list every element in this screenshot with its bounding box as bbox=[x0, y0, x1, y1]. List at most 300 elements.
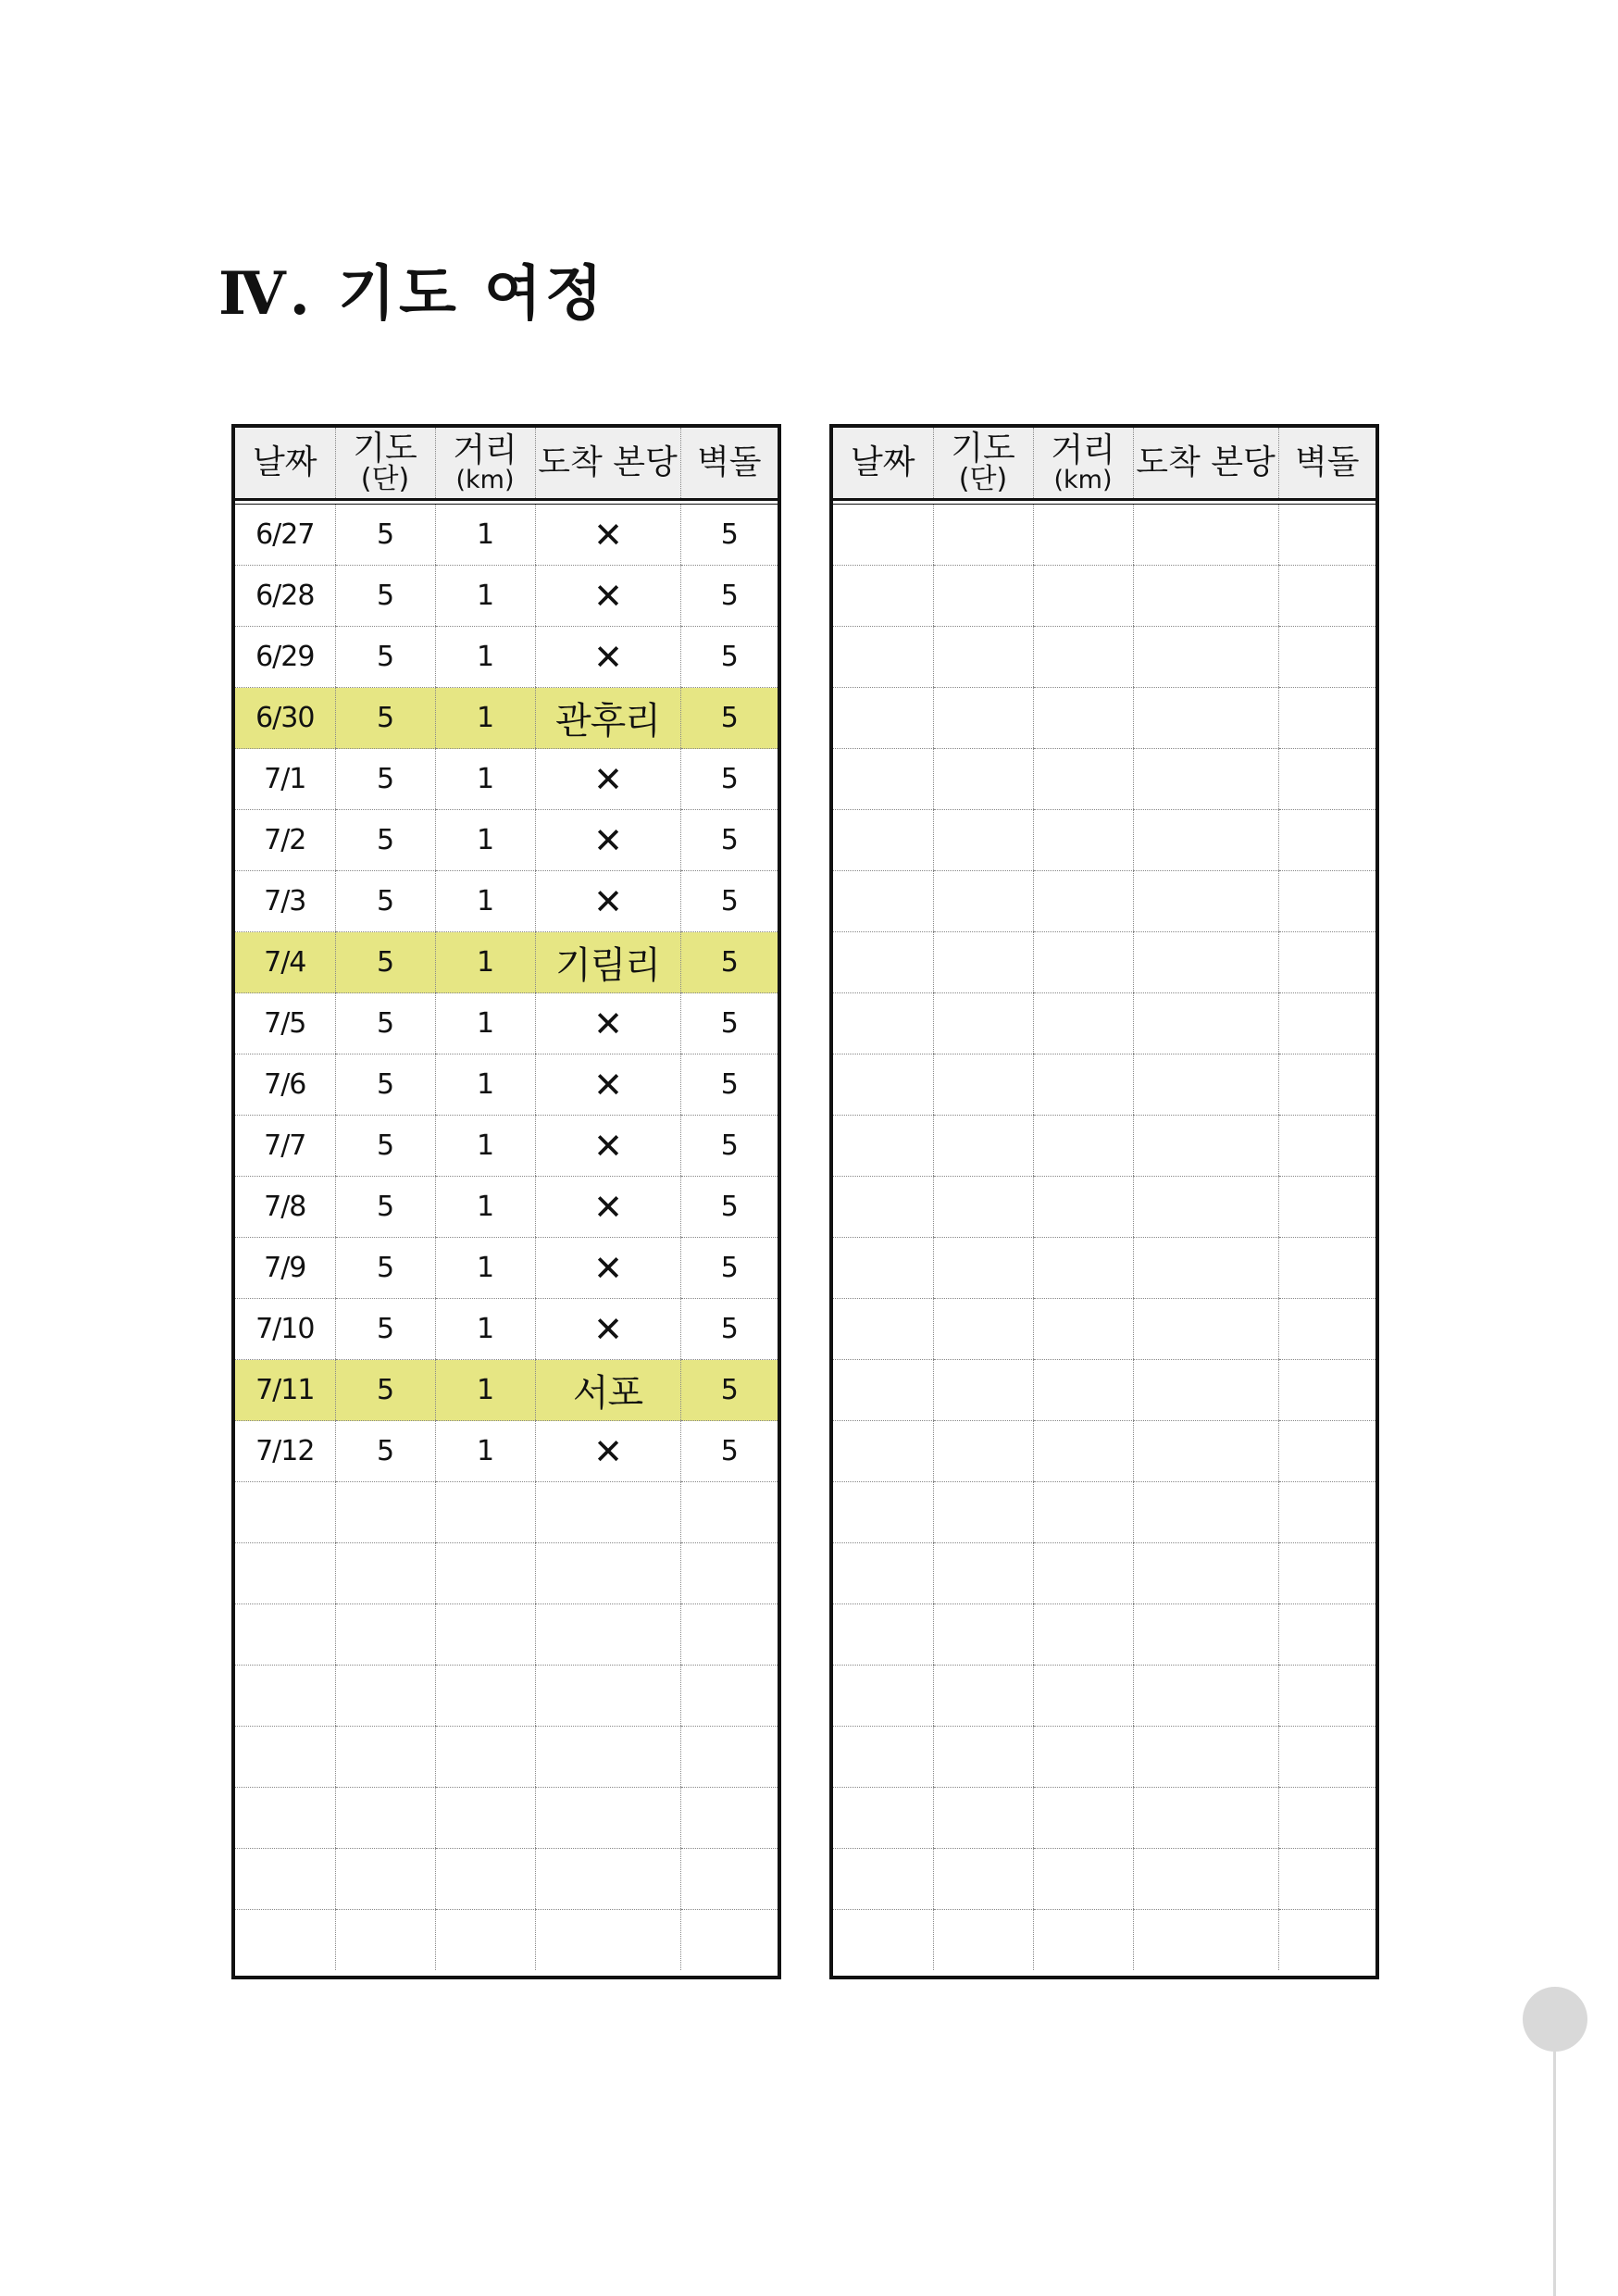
cell-brick: 5 bbox=[680, 993, 778, 1054]
cell-distance bbox=[435, 1727, 535, 1788]
page-marker-dot bbox=[1523, 1987, 1587, 2052]
cell-arrival bbox=[1133, 749, 1278, 810]
header-distance-unit: (km) bbox=[455, 465, 515, 494]
cell-arrival bbox=[1133, 1849, 1278, 1910]
cell-prayer: 5 bbox=[335, 505, 435, 566]
cell-prayer bbox=[335, 1910, 435, 1971]
cell-brick bbox=[680, 1727, 778, 1788]
table-row bbox=[833, 1543, 1375, 1604]
cell-date bbox=[833, 1666, 933, 1727]
cell-brick bbox=[680, 1604, 778, 1666]
table-row bbox=[833, 1910, 1375, 1971]
cell-brick bbox=[1278, 1421, 1375, 1482]
cell-distance bbox=[1033, 627, 1133, 688]
cell-distance: 1 bbox=[435, 871, 535, 932]
cell-date bbox=[235, 1543, 335, 1604]
cell-prayer bbox=[335, 1604, 435, 1666]
cell-prayer bbox=[335, 1727, 435, 1788]
cell-brick bbox=[1278, 749, 1375, 810]
cell-distance: 1 bbox=[435, 1054, 535, 1116]
cell-prayer bbox=[933, 505, 1033, 566]
cell-prayer: 5 bbox=[335, 1177, 435, 1238]
cell-brick: 5 bbox=[680, 1299, 778, 1360]
cell-date bbox=[833, 1238, 933, 1299]
header-distance-label: 거리 bbox=[1051, 430, 1115, 469]
cell-brick bbox=[1278, 566, 1375, 627]
cell-distance: 1 bbox=[435, 505, 535, 566]
journey-table-right bbox=[829, 424, 1379, 1979]
cell-date bbox=[833, 566, 933, 627]
header-prayer-label: 기도 bbox=[951, 430, 1015, 468]
cell-distance: 1 bbox=[435, 810, 535, 871]
journey-log-table bbox=[235, 428, 778, 1970]
cell-distance bbox=[1033, 871, 1133, 932]
cell-distance bbox=[1033, 1054, 1133, 1116]
cell-prayer bbox=[933, 566, 1033, 627]
table-row bbox=[833, 932, 1375, 993]
cell-arrival bbox=[1133, 1727, 1278, 1788]
table-row bbox=[235, 1116, 778, 1177]
cell-distance: 1 bbox=[435, 627, 535, 688]
cell-prayer: 5 bbox=[335, 1299, 435, 1360]
cell-prayer: 5 bbox=[335, 1116, 435, 1177]
cell-distance bbox=[1033, 1482, 1133, 1543]
cell-prayer bbox=[933, 810, 1033, 871]
table-row bbox=[833, 871, 1375, 932]
cell-arrival bbox=[1133, 1360, 1278, 1421]
cell-distance: 1 bbox=[435, 1116, 535, 1177]
cell-distance: 1 bbox=[435, 1177, 535, 1238]
table-row bbox=[235, 1543, 778, 1604]
cell-arrival: ✕ bbox=[535, 627, 680, 688]
cell-date: 7/11 bbox=[235, 1360, 335, 1421]
table-row bbox=[235, 1604, 778, 1666]
cell-brick bbox=[1278, 1116, 1375, 1177]
cell-arrival bbox=[1133, 1788, 1278, 1849]
cell-arrival: ✕ bbox=[535, 1177, 680, 1238]
cell-brick bbox=[1278, 1177, 1375, 1238]
cell-distance bbox=[435, 1666, 535, 1727]
table-row bbox=[833, 810, 1375, 871]
header-brick: 벽돌 bbox=[1278, 428, 1375, 500]
cell-distance bbox=[1033, 1360, 1133, 1421]
cell-date bbox=[833, 932, 933, 993]
cell-distance bbox=[1033, 932, 1133, 993]
table-row bbox=[833, 1360, 1375, 1421]
cell-distance: 1 bbox=[435, 1299, 535, 1360]
cell-brick: 5 bbox=[680, 1177, 778, 1238]
cell-arrival bbox=[535, 1482, 680, 1543]
cell-prayer bbox=[933, 871, 1033, 932]
cell-distance bbox=[435, 1543, 535, 1604]
table-row bbox=[235, 1421, 778, 1482]
table-row bbox=[833, 1238, 1375, 1299]
cell-prayer bbox=[933, 1727, 1033, 1788]
cell-brick: 5 bbox=[680, 871, 778, 932]
cell-distance bbox=[1033, 688, 1133, 749]
cell-prayer: 5 bbox=[335, 810, 435, 871]
table-row bbox=[235, 932, 778, 993]
cell-prayer: 5 bbox=[335, 1054, 435, 1116]
cell-arrival bbox=[1133, 810, 1278, 871]
cell-prayer bbox=[933, 1849, 1033, 1910]
table-row bbox=[235, 1054, 778, 1116]
cell-distance bbox=[1033, 1238, 1133, 1299]
cell-arrival: ✕ bbox=[535, 871, 680, 932]
cell-brick bbox=[1278, 1666, 1375, 1727]
cell-brick bbox=[1278, 1482, 1375, 1543]
table-row bbox=[235, 1177, 778, 1238]
cell-date bbox=[833, 1054, 933, 1116]
header-brick: 벽돌 bbox=[680, 428, 778, 500]
cell-date bbox=[235, 1727, 335, 1788]
table-row bbox=[235, 993, 778, 1054]
cell-brick bbox=[1278, 688, 1375, 749]
journey-log-table bbox=[833, 428, 1375, 1970]
cell-prayer bbox=[933, 1543, 1033, 1604]
cell-brick bbox=[1278, 1543, 1375, 1604]
cell-distance: 1 bbox=[435, 1360, 535, 1421]
cell-prayer bbox=[933, 932, 1033, 993]
cell-date bbox=[833, 1177, 933, 1238]
page-marker-line bbox=[1553, 2052, 1556, 2296]
table-row bbox=[833, 1054, 1375, 1116]
cell-date bbox=[833, 1849, 933, 1910]
cell-date: 7/12 bbox=[235, 1421, 335, 1482]
table-row bbox=[235, 627, 778, 688]
cell-date bbox=[235, 1604, 335, 1666]
cell-date bbox=[235, 1788, 335, 1849]
cell-brick: 5 bbox=[680, 505, 778, 566]
cell-distance bbox=[1033, 1910, 1133, 1971]
table-row bbox=[235, 688, 778, 749]
header-prayer bbox=[335, 428, 435, 500]
table-row bbox=[833, 993, 1375, 1054]
cell-brick bbox=[1278, 1727, 1375, 1788]
cell-distance bbox=[1033, 810, 1133, 871]
cell-arrival bbox=[1133, 993, 1278, 1054]
cell-date bbox=[833, 505, 933, 566]
header-arrival: 도착 본당 bbox=[1133, 428, 1278, 500]
cell-date bbox=[833, 627, 933, 688]
cell-distance bbox=[435, 1910, 535, 1971]
cell-arrival bbox=[535, 1849, 680, 1910]
cell-date bbox=[833, 1727, 933, 1788]
cell-prayer bbox=[933, 1360, 1033, 1421]
cell-distance bbox=[435, 1849, 535, 1910]
cell-date bbox=[833, 1788, 933, 1849]
cell-arrival bbox=[1133, 1482, 1278, 1543]
cell-brick bbox=[680, 1482, 778, 1543]
header-arrival: 도착 본당 bbox=[535, 428, 680, 500]
cell-arrival bbox=[1133, 1543, 1278, 1604]
cell-prayer: 5 bbox=[335, 871, 435, 932]
cell-date: 7/10 bbox=[235, 1299, 335, 1360]
table-row bbox=[833, 1482, 1375, 1543]
cell-brick: 5 bbox=[680, 932, 778, 993]
cell-prayer: 5 bbox=[335, 932, 435, 993]
cell-arrival bbox=[1133, 1116, 1278, 1177]
cell-brick: 5 bbox=[680, 1054, 778, 1116]
cell-date: 7/5 bbox=[235, 993, 335, 1054]
cell-distance bbox=[1033, 1849, 1133, 1910]
cell-date: 6/30 bbox=[235, 688, 335, 749]
cell-brick bbox=[1278, 932, 1375, 993]
table-row bbox=[833, 1666, 1375, 1727]
cell-prayer bbox=[335, 1849, 435, 1910]
table-row bbox=[833, 688, 1375, 749]
cell-prayer: 5 bbox=[335, 993, 435, 1054]
cell-brick bbox=[680, 1543, 778, 1604]
cell-distance bbox=[1033, 1177, 1133, 1238]
cell-prayer: 5 bbox=[335, 749, 435, 810]
cell-date bbox=[235, 1482, 335, 1543]
journey-rows-right bbox=[833, 505, 1375, 1971]
cell-arrival bbox=[535, 1666, 680, 1727]
cell-brick: 5 bbox=[680, 566, 778, 627]
header-prayer-label: 기도 bbox=[353, 430, 417, 468]
cell-arrival bbox=[1133, 932, 1278, 993]
cell-brick bbox=[680, 1666, 778, 1727]
cell-date bbox=[833, 1543, 933, 1604]
cell-arrival: ✕ bbox=[535, 810, 680, 871]
table-row bbox=[235, 1482, 778, 1543]
cell-brick bbox=[1278, 505, 1375, 566]
journey-table-left bbox=[231, 424, 781, 1979]
cell-arrival: ✕ bbox=[535, 1054, 680, 1116]
cell-distance bbox=[1033, 993, 1133, 1054]
cell-arrival bbox=[1133, 1238, 1278, 1299]
cell-prayer bbox=[335, 1666, 435, 1727]
cell-brick bbox=[1278, 1238, 1375, 1299]
cell-brick: 5 bbox=[680, 1421, 778, 1482]
cell-arrival: ✕ bbox=[535, 749, 680, 810]
table-row bbox=[833, 1604, 1375, 1666]
cell-date bbox=[833, 993, 933, 1054]
cell-distance bbox=[1033, 1604, 1133, 1666]
table-row bbox=[833, 1849, 1375, 1910]
cell-prayer: 5 bbox=[335, 1421, 435, 1482]
header-distance-unit: (km) bbox=[1053, 465, 1113, 494]
cell-date: 7/4 bbox=[235, 932, 335, 993]
cell-distance bbox=[435, 1482, 535, 1543]
cell-distance bbox=[1033, 1421, 1133, 1482]
cell-distance: 1 bbox=[435, 749, 535, 810]
cell-prayer bbox=[335, 1543, 435, 1604]
cell-distance: 1 bbox=[435, 932, 535, 993]
table-row bbox=[833, 1299, 1375, 1360]
cell-date: 7/8 bbox=[235, 1177, 335, 1238]
cell-arrival bbox=[1133, 1604, 1278, 1666]
cell-brick bbox=[1278, 1849, 1375, 1910]
table-row bbox=[833, 1177, 1375, 1238]
table-row bbox=[833, 1421, 1375, 1482]
cell-date bbox=[833, 1604, 933, 1666]
header-prayer-unit: (단) bbox=[360, 463, 410, 495]
cell-distance: 1 bbox=[435, 1238, 535, 1299]
cell-arrival: ✕ bbox=[535, 505, 680, 566]
cell-brick: 5 bbox=[680, 1238, 778, 1299]
cell-distance: 1 bbox=[435, 993, 535, 1054]
cell-arrival bbox=[1133, 1054, 1278, 1116]
cell-distance bbox=[1033, 1299, 1133, 1360]
table-row bbox=[833, 1788, 1375, 1849]
cell-brick bbox=[1278, 871, 1375, 932]
cell-prayer bbox=[933, 1604, 1033, 1666]
cell-arrival: ✕ bbox=[535, 566, 680, 627]
cell-prayer: 5 bbox=[335, 627, 435, 688]
cell-distance bbox=[1033, 1727, 1133, 1788]
cell-arrival bbox=[535, 1788, 680, 1849]
cell-arrival bbox=[1133, 1299, 1278, 1360]
cell-distance bbox=[435, 1788, 535, 1849]
table-row bbox=[833, 1727, 1375, 1788]
cell-arrival bbox=[1133, 566, 1278, 627]
cell-brick bbox=[1278, 627, 1375, 688]
cell-distance bbox=[1033, 1116, 1133, 1177]
cell-brick: 5 bbox=[680, 749, 778, 810]
cell-arrival bbox=[1133, 1177, 1278, 1238]
cell-brick bbox=[1278, 810, 1375, 871]
table-row bbox=[235, 871, 778, 932]
cell-date bbox=[833, 810, 933, 871]
cell-date bbox=[833, 688, 933, 749]
cell-prayer bbox=[933, 688, 1033, 749]
table-row bbox=[833, 627, 1375, 688]
cell-prayer bbox=[933, 1421, 1033, 1482]
cell-distance bbox=[1033, 1666, 1133, 1727]
cell-date bbox=[833, 1360, 933, 1421]
cell-date: 6/28 bbox=[235, 566, 335, 627]
cell-prayer bbox=[933, 1482, 1033, 1543]
cell-prayer: 5 bbox=[335, 688, 435, 749]
header-date: 날짜 bbox=[235, 428, 335, 500]
table-row bbox=[235, 1910, 778, 1971]
cell-brick bbox=[680, 1910, 778, 1971]
cell-prayer bbox=[933, 993, 1033, 1054]
cell-arrival bbox=[1133, 505, 1278, 566]
cell-prayer: 5 bbox=[335, 1360, 435, 1421]
journey-rows-left bbox=[235, 505, 778, 1971]
cell-date bbox=[833, 1421, 933, 1482]
cell-brick bbox=[1278, 1054, 1375, 1116]
header-distance bbox=[1033, 428, 1133, 500]
table-row bbox=[833, 505, 1375, 566]
cell-brick bbox=[1278, 1910, 1375, 1971]
header-date: 날짜 bbox=[833, 428, 933, 500]
table-row bbox=[235, 810, 778, 871]
cell-distance bbox=[1033, 749, 1133, 810]
cell-arrival: ✕ bbox=[535, 1421, 680, 1482]
cell-arrival: 관후리 bbox=[535, 688, 680, 749]
cell-arrival bbox=[535, 1543, 680, 1604]
cell-arrival: ✕ bbox=[535, 1299, 680, 1360]
header-prayer-unit: (단) bbox=[958, 463, 1008, 495]
cell-brick bbox=[1278, 1360, 1375, 1421]
header-distance-label: 거리 bbox=[453, 430, 517, 469]
cell-arrival bbox=[1133, 871, 1278, 932]
cell-arrival: 기림리 bbox=[535, 932, 680, 993]
cell-arrival: ✕ bbox=[535, 993, 680, 1054]
table-row bbox=[235, 1299, 778, 1360]
cell-date: 6/29 bbox=[235, 627, 335, 688]
cell-brick: 5 bbox=[680, 688, 778, 749]
cell-prayer bbox=[933, 627, 1033, 688]
cell-arrival bbox=[535, 1727, 680, 1788]
cell-prayer bbox=[933, 1238, 1033, 1299]
cell-date bbox=[235, 1849, 335, 1910]
cell-arrival: ✕ bbox=[535, 1238, 680, 1299]
cell-date: 7/6 bbox=[235, 1054, 335, 1116]
cell-distance bbox=[1033, 1788, 1133, 1849]
cell-prayer: 5 bbox=[335, 1238, 435, 1299]
cell-arrival bbox=[1133, 1910, 1278, 1971]
page-title: Ⅳ. 기도 여정 bbox=[218, 259, 606, 329]
cell-brick bbox=[680, 1788, 778, 1849]
cell-date bbox=[235, 1910, 335, 1971]
cell-date bbox=[833, 749, 933, 810]
header-prayer bbox=[933, 428, 1033, 500]
cell-brick bbox=[1278, 1788, 1375, 1849]
table-row bbox=[235, 1727, 778, 1788]
cell-date: 7/2 bbox=[235, 810, 335, 871]
cell-arrival: 서포 bbox=[535, 1360, 680, 1421]
cell-distance: 1 bbox=[435, 688, 535, 749]
cell-date: 7/1 bbox=[235, 749, 335, 810]
header-distance bbox=[435, 428, 535, 500]
cell-brick: 5 bbox=[680, 810, 778, 871]
cell-arrival bbox=[535, 1604, 680, 1666]
cell-brick: 5 bbox=[680, 627, 778, 688]
cell-prayer bbox=[933, 749, 1033, 810]
cell-arrival: ✕ bbox=[535, 1116, 680, 1177]
table-row bbox=[833, 1116, 1375, 1177]
cell-distance bbox=[1033, 505, 1133, 566]
cell-brick: 5 bbox=[680, 1360, 778, 1421]
cell-distance bbox=[1033, 566, 1133, 627]
cell-prayer bbox=[933, 1116, 1033, 1177]
cell-distance: 1 bbox=[435, 1421, 535, 1482]
cell-prayer bbox=[933, 1177, 1033, 1238]
table-row bbox=[833, 566, 1375, 627]
table-row bbox=[235, 1849, 778, 1910]
cell-prayer bbox=[335, 1482, 435, 1543]
cell-date bbox=[833, 1116, 933, 1177]
cell-brick: 5 bbox=[680, 1116, 778, 1177]
cell-prayer bbox=[933, 1666, 1033, 1727]
cell-prayer bbox=[335, 1788, 435, 1849]
cell-arrival bbox=[1133, 688, 1278, 749]
cell-prayer bbox=[933, 1788, 1033, 1849]
cell-prayer bbox=[933, 1299, 1033, 1360]
table-row bbox=[235, 1788, 778, 1849]
table-row bbox=[235, 505, 778, 566]
table-row bbox=[235, 749, 778, 810]
cell-arrival bbox=[1133, 1666, 1278, 1727]
cell-date: 7/9 bbox=[235, 1238, 335, 1299]
cell-date: 7/7 bbox=[235, 1116, 335, 1177]
cell-brick bbox=[1278, 1299, 1375, 1360]
cell-distance: 1 bbox=[435, 566, 535, 627]
cell-date: 7/3 bbox=[235, 871, 335, 932]
cell-brick bbox=[680, 1849, 778, 1910]
cell-distance bbox=[1033, 1543, 1133, 1604]
table-row bbox=[235, 1666, 778, 1727]
table-row bbox=[235, 1238, 778, 1299]
cell-brick bbox=[1278, 1604, 1375, 1666]
cell-prayer bbox=[933, 1910, 1033, 1971]
cell-date bbox=[833, 871, 933, 932]
